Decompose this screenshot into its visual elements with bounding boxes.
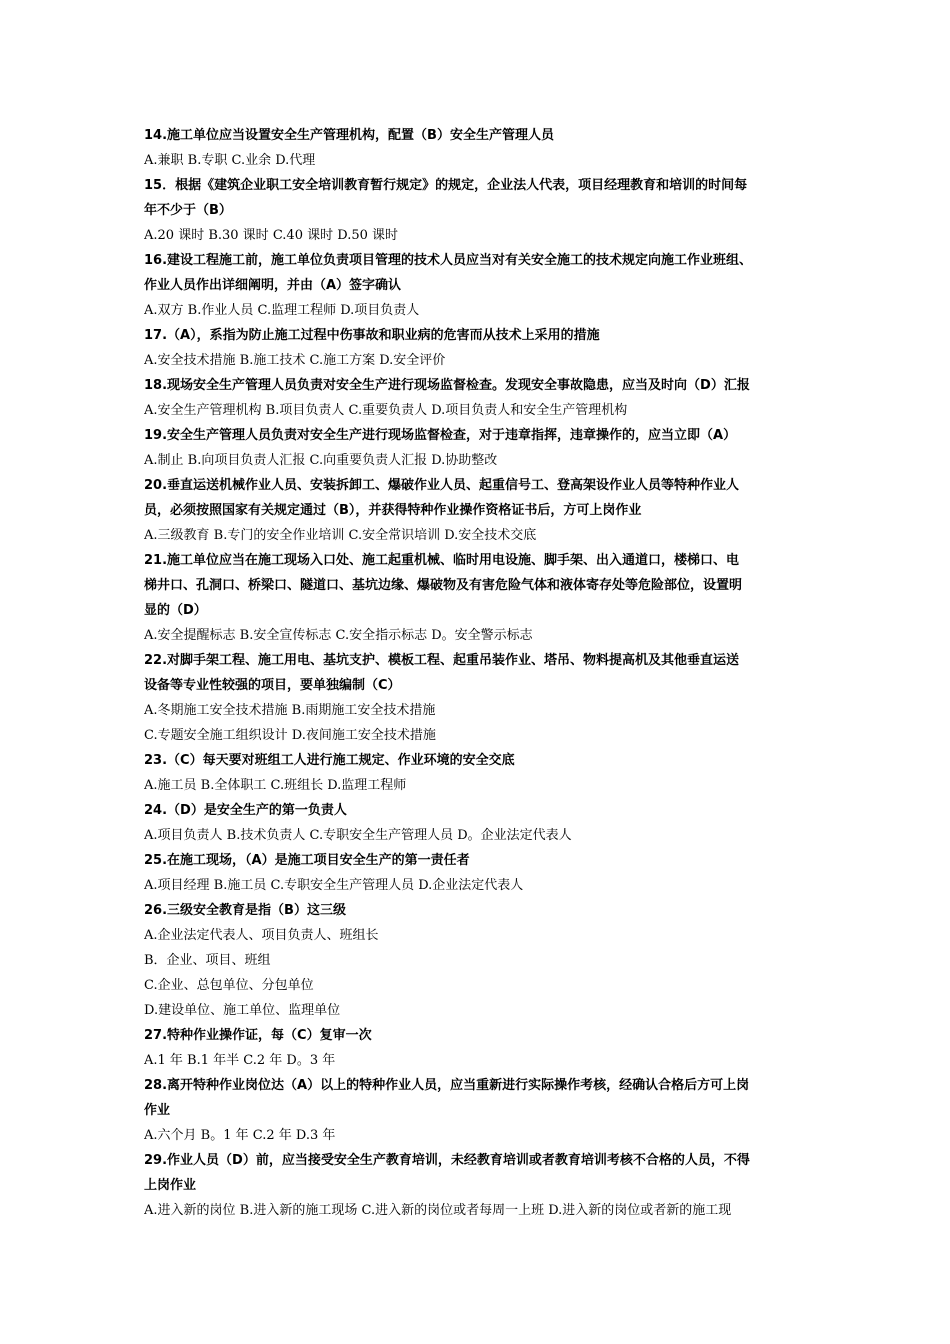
- option-line: A.安全生产管理机构 B.项目负责人 C.重要负责人 D.项目负责人和安全生产管理机构: [144, 403, 628, 418]
- question-line: 上岗作业: [144, 1178, 197, 1193]
- question-line: 年不少于（B）: [144, 203, 232, 218]
- question-line: 显的（D）: [144, 603, 207, 618]
- question-line: 26.三级安全教育是指（B）这三级: [144, 903, 346, 918]
- question-line: 25.在施工现场，（A）是施工项目安全生产的第一责任者: [144, 853, 470, 868]
- question-line: 员，必须按照国家有关规定通过（B），并获得特种作业操作资格证书后，方可上岗作业: [144, 503, 642, 518]
- question-line: 28.离开特种作业岗位达（A）以上的特种作业人员，应当重新进行实际操作考核，经确认合格后方可上岗: [144, 1078, 750, 1093]
- option-line: D.建设单位、施工单位、监理单位: [144, 1003, 341, 1018]
- question-line: 作业人员作出详细阐明，并由（A）签字确认: [144, 278, 402, 293]
- option-line: A.三级教育 B.专门的安全作业培训 C.安全常识培训 D.安全技术交底: [144, 528, 537, 543]
- question-line: 24.（D）是安全生产的第一负责人: [144, 803, 347, 818]
- question-line: 设备等专业性较强的项目，要单独编制（C）: [144, 678, 401, 693]
- option-line: A.施工员 B.全体职工 C.班组长 D.监理工程师: [144, 778, 407, 793]
- question-line: 18.现场安全生产管理人员负责对安全生产进行现场监督检查。发现安全事故隐患，应当及时向（D）汇报: [144, 378, 750, 393]
- question-line: 29.作业人员（D）前，应当接受安全生产教育培训，未经教育培训或者教育培训考核不合格的人员，不得: [144, 1153, 750, 1168]
- option-line: A.进入新的岗位 B.进入新的施工现场 C.进入新的岗位或者每周一上班 D.进入新的岗位或者新的施工现: [144, 1203, 732, 1218]
- question-line: 21.施工单位应当在施工现场入口处、施工起重机械、临时用电设施、脚手架、出入通道口，楼梯口、电: [144, 553, 740, 568]
- option-line: A.企业法定代表人、项目负责人、班组长: [144, 928, 379, 943]
- question-line: 19.安全生产管理人员负责对安全生产进行现场监督检查，对于违章指挥，违章操作的，应当立即（A）: [144, 428, 737, 443]
- question-line: 20.垂直运送机械作业人员、安装拆卸工、爆破作业人员、起重信号工、登高架设作业人员等特种作业人: [144, 478, 740, 493]
- option-line: A.项目经理 B.施工员 C.专职安全生产管理人员 D.企业法定代表人: [144, 878, 524, 893]
- option-line: A.20 课时 B.30 课时 C.40 课时 D.50 课时: [144, 228, 399, 243]
- option-line: A.安全提醒标志 B.安全宣传标志 C.安全指示标志 D。安全警示标志: [144, 628, 533, 643]
- option-line: A.1 年 B.1 年半 C.2 年 D。3 年: [144, 1053, 336, 1068]
- option-line: A.项目负责人 B.技术负责人 C.专职安全生产管理人员 D。企业法定代表人: [144, 828, 572, 843]
- question-line: 作业: [144, 1103, 171, 1118]
- question-line: 16.建设工程施工前，施工单位负责项目管理的技术人员应当对有关安全施工的技术规定向施工作业班组、: [144, 253, 753, 268]
- question-line: 15．根据《建筑企业职工安全培训教育暂行规定》的规定，企业法人代表，项目经理教育和培训的时间每: [144, 178, 748, 193]
- question-line: 27.特种作业操作证，每（C）复审一次: [144, 1028, 372, 1043]
- option-line: B．企业、项目、班组: [144, 953, 271, 968]
- option-line: A.六个月 B。1 年 C.2 年 D.3 年: [144, 1128, 336, 1143]
- option-line: A.双方 B.作业人员 C.监理工程师 D.项目负责人: [144, 303, 420, 318]
- option-line: A.兼职 B.专职 C.业余 D.代理: [144, 153, 316, 168]
- document-page: [144, 123, 816, 1223]
- option-line: C.专题安全施工组织设计 D.夜间施工安全技术措施: [144, 728, 436, 743]
- question-line: 23.（C）每天要对班组工人进行施工规定、作业环境的安全交底: [144, 753, 515, 768]
- option-line: A.制止 B.向项目负责人汇报 C.向重要负责人汇报 D.协助整改: [144, 453, 498, 468]
- question-line: 22.对脚手架工程、施工用电、基坑支护、模板工程、起重吊装作业、塔吊、物料提高机及其他垂直运送: [144, 653, 740, 668]
- question-line: 17.（A），系指为防止施工过程中伤事故和职业病的危害而从技术上采用的措施: [144, 328, 600, 343]
- option-line: A.安全技术措施 B.施工技术 C.施工方案 D.安全评价: [144, 353, 446, 368]
- question-line: 梯井口、孔洞口、桥梁口、隧道口、基坑边缘、爆破物及有害危险气体和液体寄存处等危险部位，设置明: [144, 578, 743, 593]
- question-line: 14.施工单位应当设置安全生产管理机构，配置（B）安全生产管理人员: [144, 128, 554, 143]
- option-line: C.企业、总包单位、分包单位: [144, 978, 314, 993]
- option-line: A.冬期施工安全技术措施 B.雨期施工安全技术措施: [144, 703, 436, 718]
